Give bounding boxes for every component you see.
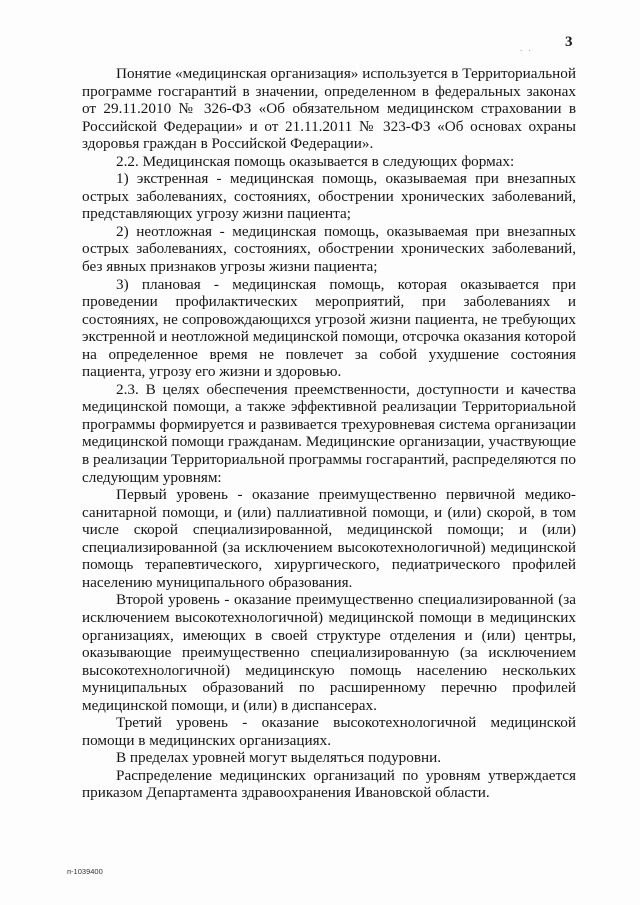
document-body (82, 65, 576, 802)
paragraph-form-planned: 3) плановая - медицинская помощь, которая оказывается при проведении профилактических мероприятий, при заболеваниях и состояниях, не сопровождающихся угрозой жизни пациента, не требующих экстренной и неотложной медицинской помощи, отсрочка оказания которой на определенное время не повлечет за собой ухудшение состояния пациента, угрозу его жизни и здоровью. (82, 275, 576, 381)
paragraph-2-2-heading: 2.2. Медицинская помощь оказывается в следующих формах: (116, 152, 515, 170)
paragraph-distribution: Распределение медицинских организаций по уровням утверждается приказом Департамента здравоохранения Ивановской области. (82, 766, 576, 802)
footer-document-code: п-1039400 (67, 867, 103, 876)
paragraph-2-3-levels: 2.3. В целях обеспечения преемственности, доступности и качества медицинской помощи, а также эффективной реализации Территориальной программы формируется и развивается трехуровневая система организации медицинской помощи гражданам. Медицинские организации, участвующие в реализации Территориальной программы госгарантий, распределяются по следующим уровням: (82, 380, 576, 486)
page-number: 3 (565, 34, 573, 50)
paragraph-third-level: Третий уровень - оказание высокотехнологичной медицинской помощи в медицинских организациях. (82, 714, 576, 749)
paragraph-sublevels: В пределах уровней могут выделяться подуровни. (116, 749, 442, 767)
paragraph-medical-organization-definition: Понятие «медицинская организация» используется в Территориальной программе госгарантий в значении, определенном в федеральных законах от 29.11.2010 № 326-ФЗ «Об обязательном медицинском страховании в Российской Федерации» и от 21.11.2011 № 323-ФЗ «Об основах охраны здоровья граждан в Российской Федерации». (82, 65, 576, 153)
paragraph-form-emergency: 1) экстренная - медицинская помощь, оказываемая при внезапных острых заболеваниях, состояниях, обострении хронических заболеваний, представляющих угрозу жизни пациента; (82, 170, 576, 223)
paragraph-second-level: Второй уровень - оказание преимущественно специализированной (за исключением высокотехнологичной) медицинской помощи в медицинских организациях, имеющих в своей структуре отделения и (или) центры, оказывающие преимущественно специализированную (за исключением высокотехнологичной) медицинскую помощь населению нескольких муниципальных образований по расширенному перечню профилей медицинской помощи, и (или) в диспансерах. (82, 591, 576, 714)
paragraph-first-level: Первый уровень - оказание преимущественно первичной медико-санитарной помощи, и (или) паллиативной помощи, и (или) скорой, в том числе скорой специализированной, медицинской помощи; и (или) специализированной (за исключением высокотехнологичной) медицинской помощь терапевтического, хирургического, педиатрического профилей населению муниципального образования. (82, 486, 576, 591)
paragraph-form-urgent: 2) неотложная - медицинская помощь, оказываемая при внезапных острых заболеваниях, состояниях, обострении хронических заболеваний, без явных признаков угрозы жизни пациента; (82, 222, 576, 276)
scan-mark: . . (520, 43, 533, 53)
